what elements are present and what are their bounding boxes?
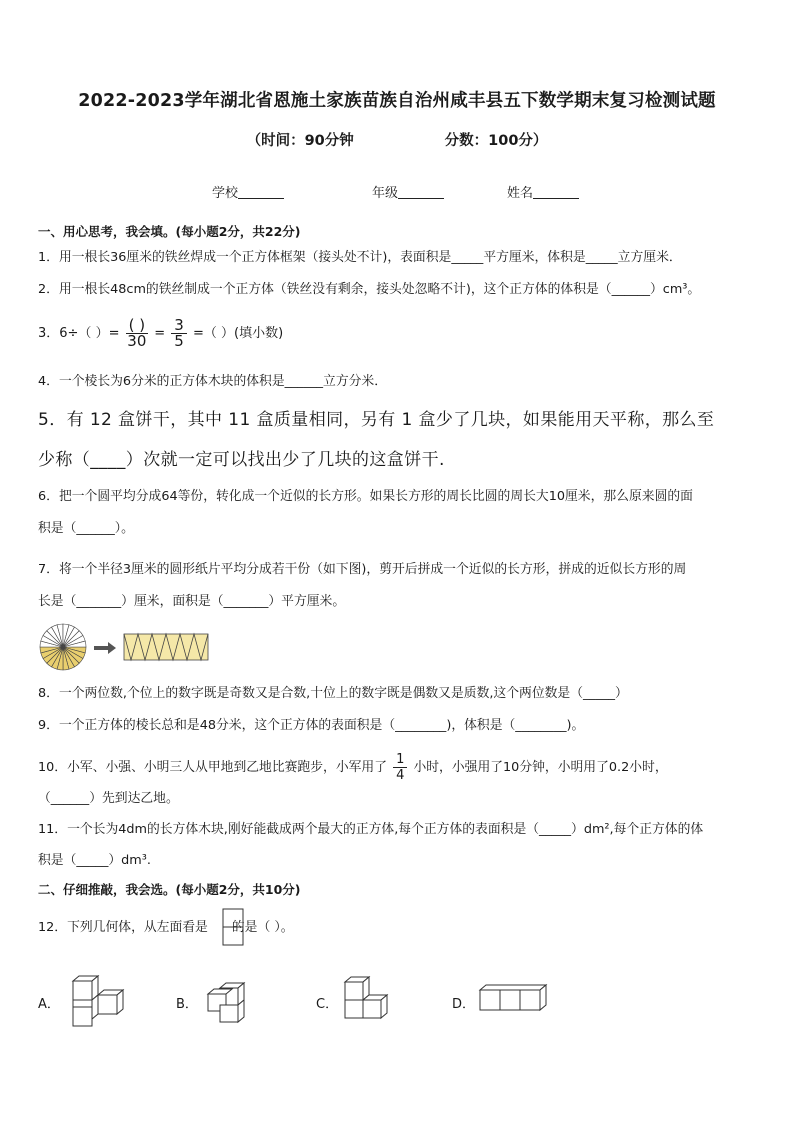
q10-fraction [393, 752, 407, 783]
section-1-title: 一、用心思考，我会填。(每小题2分，共22分) [38, 224, 301, 239]
q3-fraction-2 [171, 318, 187, 349]
question-7-line-2: 长是（_______）厘米，面积是（_______）平方厘米。 [38, 594, 346, 609]
q10-suffix: 小时，小强用了10分钟，小明用了0.2小时， [413, 760, 668, 775]
sectored-circle [40, 624, 86, 670]
school-label: 学校 [212, 186, 239, 201]
question-1: 1．用一根长36厘米的铁丝焊成一个正方体框架（接头处不计)，表面积是_____平方厘米，体积是_____立方厘米． [38, 250, 682, 265]
question-4: 4．一个棱长为6分米的正方体木块的体积是______立方分米． [38, 374, 388, 389]
q3-suffix: =（ ）(填小数) [192, 326, 284, 341]
grade-field [372, 182, 444, 201]
question-8: 8．一个两位数,个位上的数字既是奇数又是合数,十位上的数字既是偶数又是质数,这个两位数是（_____） [38, 686, 628, 701]
school-field [212, 182, 284, 201]
question-3 [38, 318, 758, 349]
question-6-line-1: 6．把一个圆平均分成64等份，转化成一个近似的长方形。如果长方形的周长比圆的周长大10厘米，那么原来圆的面 [38, 489, 693, 504]
question-6-line-2: 积是（______）。 [38, 521, 134, 536]
left-view-shape [222, 908, 244, 946]
q3-equals: = [154, 326, 166, 341]
q3-frac2-numerator: 3 [171, 318, 187, 334]
approximate-rectangle [124, 634, 208, 660]
name-blank [533, 185, 579, 199]
circle-to-rectangle-figure [38, 622, 218, 672]
option-d-cubes [478, 984, 548, 1014]
exam-subtitle: （时间：90分钟 分数：100分） [246, 133, 548, 149]
question-11-line-1: 11．一个长为4dm的长方体木块,刚好能截成两个最大的正方体,每个正方体的表面积是（_____）dm²,每个正方体的体 [38, 822, 704, 837]
q3-frac1-numerator: ( ) [126, 318, 148, 334]
arrow-icon [94, 642, 116, 654]
q3-fraction-1 [126, 318, 148, 349]
name-field [507, 182, 579, 201]
question-5-line-1: 5．有 12 盒饼干，其中 11 盒质量相同，另有 1 盒少了几块，如果能用天平称，那么至 [38, 410, 715, 430]
option-c-cubes [343, 976, 391, 1028]
question-9: 9．一个正方体的棱长总和是48分米，这个正方体的表面积是（________)，体积是（________)。 [38, 718, 585, 733]
option-b-cubes [206, 982, 256, 1024]
question-10-line-2: （______）先到达乙地。 [38, 791, 179, 806]
option-c-label: C． [316, 997, 339, 1012]
option-d-label: D． [452, 997, 476, 1012]
q3-frac1-denominator: 30 [127, 332, 147, 350]
question-2: 2．用一根长48cm的铁丝制成一个正方体（铁丝没有剩余，接头处忽略不计)，这个正方体的体积是（______）cm³。 [38, 282, 701, 297]
q12-prefix: 12．下列几何体，从左面看是 [38, 920, 208, 935]
option-a-label: A． [38, 997, 60, 1012]
q10-numerator: 1 [393, 752, 407, 768]
name-label: 姓名 [507, 186, 534, 201]
q10-prefix: 10．小军、小强、小明三人从甲地到乙地比赛跑步，小军用了 [38, 760, 388, 775]
q12-suffix: 的是（ ）。 [231, 920, 294, 935]
option-b-label: B． [176, 997, 198, 1012]
grade-blank [398, 185, 444, 199]
option-a-cubes [68, 976, 124, 1028]
q3-frac2-denominator: 5 [174, 332, 184, 350]
question-10-line-1 [38, 752, 758, 783]
q10-denominator: 4 [396, 768, 405, 783]
q3-prefix: 3．6÷（ ）= [38, 326, 120, 341]
school-blank [238, 185, 284, 199]
question-12 [38, 920, 758, 936]
question-11-line-2: 积是（_____）dm³. [38, 853, 151, 868]
question-5-line-2: 少称（____）次就一定可以找出少了几块的这盒饼干. [38, 450, 445, 470]
exam-title: 2022-2023学年湖北省恩施土家族苗族自治州咸丰县五下数学期末复习检测试题 [78, 91, 716, 111]
section-2-title: 二、仔细推敲，我会选。(每小题2分，共10分) [38, 882, 301, 897]
question-7-line-1: 7．将一个半径3厘米的圆形纸片平均分成若干份（如下图)，剪开后拼成一个近似的长方形，拼成的近似长方形的周 [38, 562, 687, 577]
grade-label: 年级 [372, 186, 399, 201]
